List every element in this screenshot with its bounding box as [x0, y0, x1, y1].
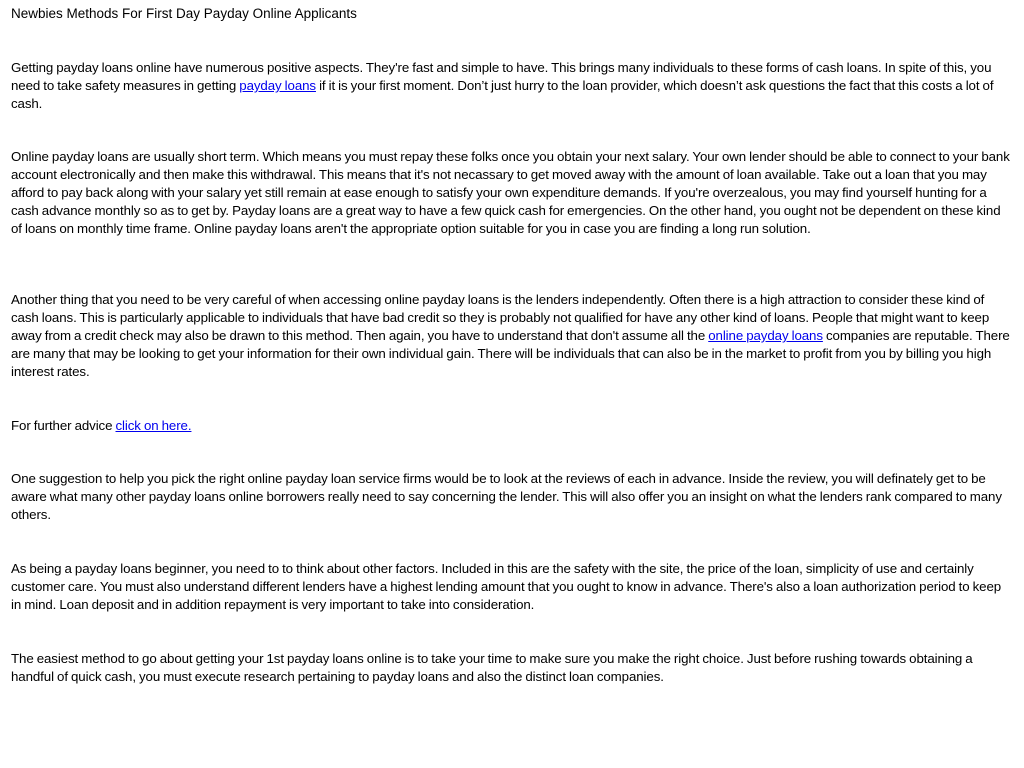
paragraph-conclusion: The easiest method to go about getting your 1st payday loans online is to take your time to make sure you make the right choice. Just before rushing towards obtaining a handful of quick cash, you must execute research pertaining to payday loans and also the distinct loan companies.	[11, 651, 973, 684]
paragraph-text: if it is your first moment. Don’t just hurry to the loan provider, which doesn’t ask questions the fact that this costs a lot of cash.	[11, 78, 994, 111]
paragraph-beginner: As being a payday loans beginner, you need to to think about other factors. Included in this are the safety with the site, the price of the loan, simplicity of use and certainly customer care. You must also understand different lenders have a highest lending amount that you ought to know in advance. There's also a loan authorization period to keep in mind. Loan deposit and in addition repayment is very important to take into consideration.	[11, 561, 1002, 612]
paragraph-text: Another thing that you need to be very careful of when accessing online payday loans is the lenders independently. Often there is a high attraction to consider these kind of cash loans. This is particularly applicable to individuals that have bad credit so they is probably not qualified for have any other kind of loans. People that might want to keep away from a credit check may also be drawn to this method. Then again, you have to understand that don't assume all the	[11, 292, 990, 343]
paragraph-text: Getting payday loans online have numerous positive aspects. They're fast and simple to have. This brings many individuals to these forms of cash loans. In spite of this, you need to take safety measures in getting	[11, 60, 992, 93]
payday-loans-link[interactable]: payday loans	[239, 78, 316, 93]
paragraph-lenders	[11, 291, 1013, 381]
click-here-link[interactable]: click on here.	[115, 418, 192, 433]
paragraph-text: For further advice	[11, 418, 116, 433]
paragraph-text: companies are reputable. There are many that may be looking to get your information for their own individual gain. There will be individuals that can also be in the market to profit from you by billing you high interest rates.	[11, 328, 1010, 379]
paragraph-further-advice	[11, 417, 1013, 435]
paragraph-intro	[11, 59, 1013, 113]
online-payday-loans-link[interactable]: online payday loans	[708, 328, 823, 343]
page-title: Newbies Methods For First Day Payday Online Applicants	[11, 6, 357, 21]
paragraph-short-term: Online payday loans are usually short term. Which means you must repay these folks once you obtain your next salary. Your own lender should be able to connect to your bank account electronically and then make this withdrawal. This means that it's not necassary to get moved away with the amount of loan available. Take out a loan that you may afford to pay back along with your salary yet still remain at ease enough to satisfy your own expenditure demands. If you're overzealous, you may find yourself hunting for a cash advance monthly so as to get by. Payday loans are a great way to have a few quick cash for emergencies. On the other hand, you ought not be dependent on these kind of loans on monthly time frame. Online payday loans aren't the appropriate option suitable for you in case you are finding a long run solution.	[11, 149, 1010, 236]
paragraph-reviews: One suggestion to help you pick the right online payday loan service firms would be to look at the reviews of each in advance. Inside the review, you will definately get to be aware what many other payday loans online borrowers really need to say concerning the lender. This will also offer you an insight on what the lenders rank compared to many others.	[11, 471, 1002, 522]
